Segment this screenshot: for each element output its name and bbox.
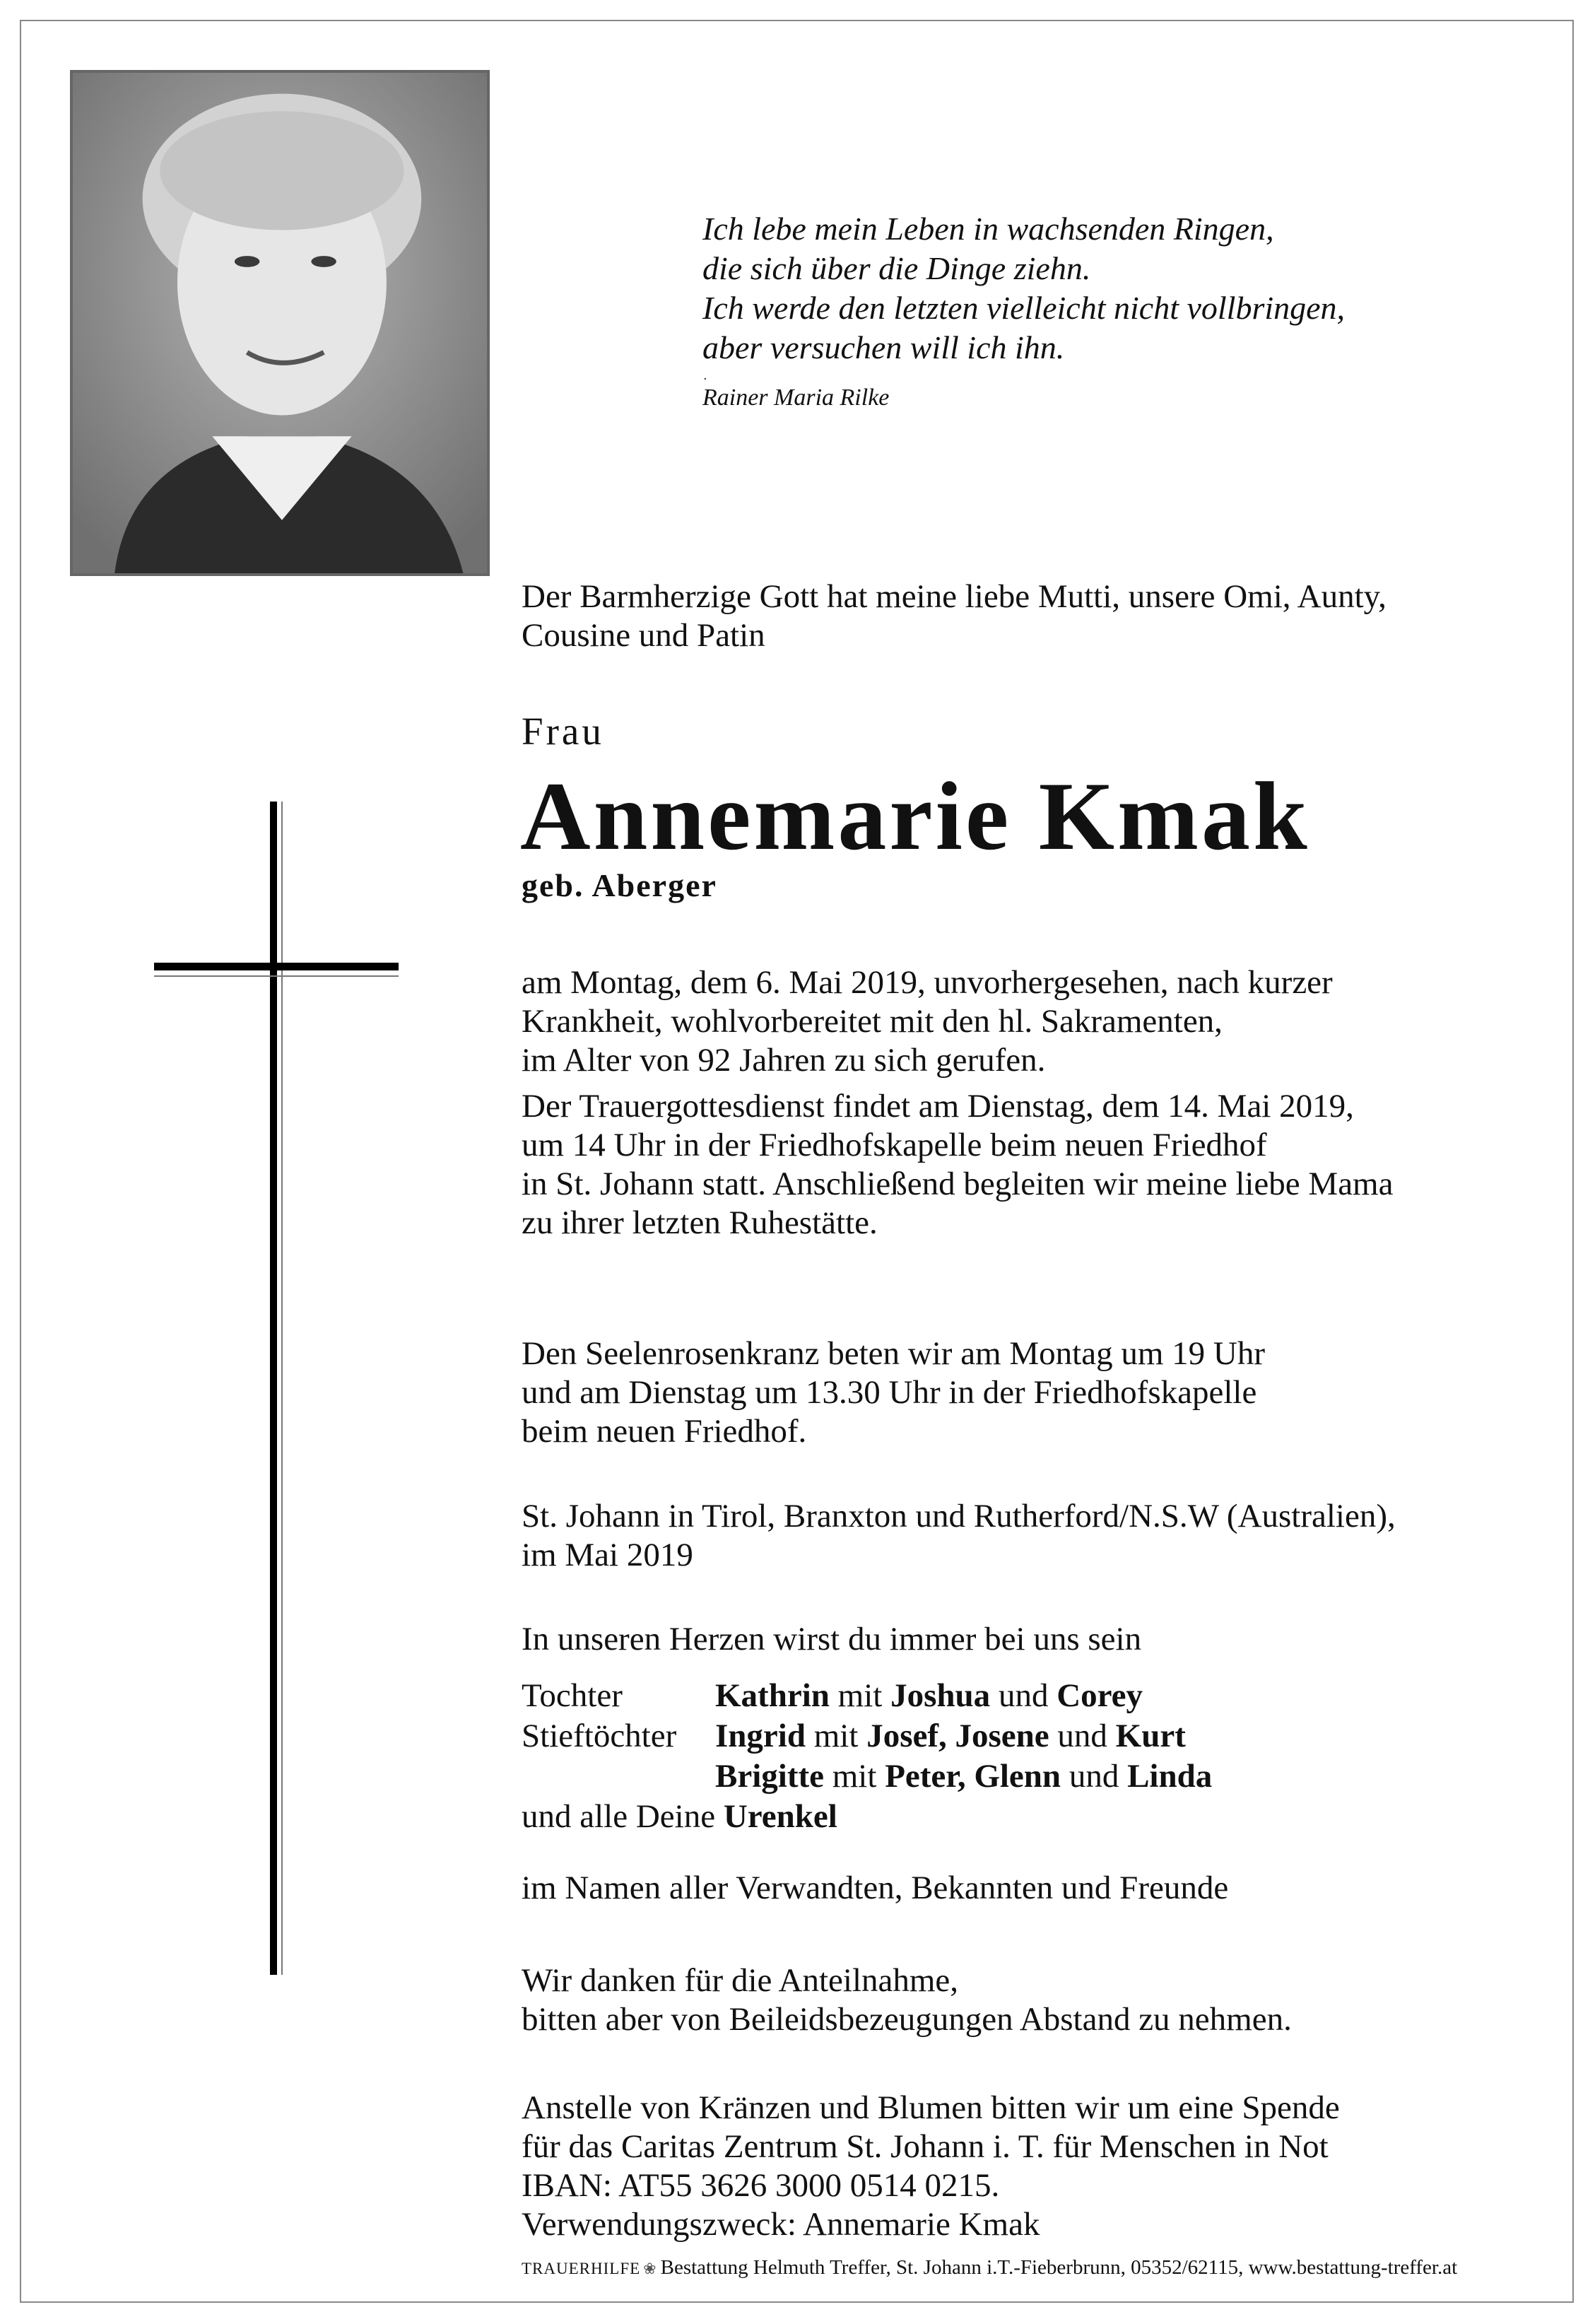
- poem-author: Rainer Maria Rilke: [702, 385, 890, 411]
- service-line: um 14 Uhr in der Friedhofskapelle beim neuen Friedhof: [522, 1127, 1267, 1163]
- service-line: zu ihrer letzten Ruhestätte.: [522, 1204, 878, 1241]
- rosary-line: beim neuen Friedhof.: [522, 1413, 807, 1450]
- relatives-line: im Namen aller Verwandten, Bekannten und Freunde: [522, 1870, 1229, 1906]
- poem-line: Ich lebe mein Leben in wachsenden Ringen,: [702, 211, 1274, 247]
- intro-paragraph: [522, 577, 1387, 655]
- donation-line: Anstelle von Kränzen und Blumen bitten wir um eine Spende: [522, 2089, 1340, 2126]
- great-grandchildren-line: [522, 1797, 1212, 1837]
- intro-line: Der Barmherzige Gott hat meine liebe Mutti, unsere Omi, Aunty,: [522, 578, 1387, 615]
- relation-label: Tochter: [522, 1677, 623, 1714]
- family-list: [522, 1676, 1212, 1837]
- footer: [522, 2256, 1457, 2279]
- hearts-line: In unseren Herzen wirst du immer bei uns sein: [522, 1621, 1142, 1657]
- poem-line: die sich über die Dinge ziehn.: [702, 250, 1091, 286]
- footer-text: Bestattung Helmuth Treffer, St. Johann i.T.-Fieberbrunn, 05352/62115, www.bestattung-treffer.at: [660, 2256, 1458, 2279]
- family-row: [522, 1716, 1212, 1756]
- leaf-icon: ❀: [643, 2260, 657, 2277]
- family-name: Urenkel: [723, 1798, 837, 1835]
- poem-quote: [702, 209, 1345, 413]
- family-row: [522, 1756, 1212, 1797]
- cross-horizontal-beam: [154, 963, 399, 970]
- connector: und: [1061, 1758, 1128, 1795]
- connector: und: [990, 1677, 1057, 1714]
- thanks-paragraph: [522, 1961, 1292, 2039]
- family-row: [522, 1676, 1212, 1716]
- deceased-birth-name: geb. Aberger: [522, 867, 717, 903]
- relation-label: Stieftöchter: [522, 1718, 677, 1754]
- service-line: in St. Johann statt. Anschließend begleiten wir meine liebe Mama: [522, 1166, 1394, 1202]
- donation-paragraph: [522, 2089, 1340, 2244]
- service-line: Der Trauergottesdienst findet am Dienstag, dem 14. Mai 2019,: [522, 1088, 1354, 1125]
- family-name: Brigitte: [715, 1758, 824, 1795]
- family-name: Linda: [1127, 1758, 1213, 1795]
- thanks-line: bitten aber von Beileidsbezeugungen Abstand zu nehmen.: [522, 2001, 1292, 2038]
- connector: mit: [824, 1758, 885, 1795]
- family-name: Josef, Josene: [866, 1718, 1049, 1754]
- death-line: am Montag, dem 6. Mai 2019, unvorhergesehen, nach kurzer: [522, 964, 1333, 1001]
- deceased-title: Frau: [522, 710, 604, 753]
- donation-line: für das Caritas Zentrum St. Johann i. T. für Menschen in Not: [522, 2128, 1329, 2165]
- donation-line: IBAN: AT55 3626 3000 0514 0215.: [522, 2167, 1000, 2204]
- rosary-paragraph: [522, 1334, 1265, 1451]
- rosary-line: Den Seelenrosenkranz beten wir am Montag um 19 Uhr: [522, 1335, 1265, 1372]
- poem-line: Ich werde den letzten vielleicht nicht vollbringen,: [702, 290, 1346, 326]
- connector: und: [1049, 1718, 1116, 1754]
- death-line: Krankheit, wohlvorbereitet mit den hl. Sakramenten,: [522, 1003, 1223, 1040]
- poem-dot: .: [704, 368, 707, 382]
- service-paragraph: [522, 1087, 1393, 1243]
- family-name: Kathrin: [715, 1677, 830, 1714]
- footer-brand: TRAUERHILFE: [522, 2260, 641, 2277]
- connector: mit: [829, 1677, 891, 1714]
- intro-line: Cousine und Patin: [522, 617, 765, 654]
- death-paragraph: [522, 963, 1333, 1080]
- family-name: Peter, Glenn: [885, 1758, 1061, 1795]
- cross-vertical-beam: [270, 802, 277, 1975]
- cross-vertical-shadow: [281, 802, 283, 1975]
- family-name: Kurt: [1115, 1718, 1186, 1754]
- deceased-name: Annemarie Kmak: [520, 762, 1310, 870]
- family-name: Joshua: [890, 1677, 991, 1714]
- cross-horizontal-shadow: [154, 975, 399, 977]
- connector: und alle Deine: [522, 1798, 724, 1835]
- family-name: Ingrid: [715, 1718, 806, 1754]
- portrait-photo: [70, 70, 490, 576]
- rosary-line: und am Dienstag um 13.30 Uhr in der Friedhofskapelle: [522, 1374, 1257, 1411]
- place-line: St. Johann in Tirol, Branxton und Rutherford/N.S.W (Australien),: [522, 1498, 1396, 1534]
- poem-line: aber versuchen will ich ihn.: [702, 329, 1065, 365]
- thanks-line: Wir danken für die Anteilnahme,: [522, 1962, 959, 1999]
- death-line: im Alter von 92 Jahren zu sich gerufen.: [522, 1042, 1046, 1079]
- place-paragraph: [522, 1497, 1396, 1575]
- place-line: im Mai 2019: [522, 1537, 693, 1573]
- relation-label: [522, 1756, 715, 1797]
- donation-line: Verwendungszweck: Annemarie Kmak: [522, 2206, 1040, 2243]
- connector: mit: [806, 1718, 867, 1754]
- family-name: Corey: [1057, 1677, 1143, 1714]
